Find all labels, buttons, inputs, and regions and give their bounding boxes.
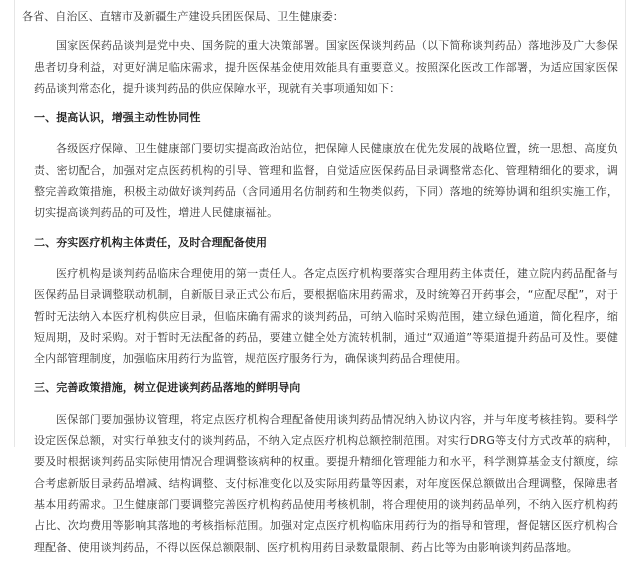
section-heading-1: 一、提高认识，增强主动性协同性 xyxy=(34,111,201,125)
salutation: 各省、自治区、直辖市及新疆生产建设兵团医保局、卫生健康委： xyxy=(22,10,344,23)
section-body-2: 医疗机构是谈判药品临床合理使用的第一责任人。各定点医疗机构要落实合理用药主体责任，建立院内药品配备与医保药品目录调整联动机制，自新版目录正式公布后，要根据临床用药需求，及时统筹召开药事会，“应配尽配”，对于暂时无法纳入本医疗机构供应目录，但临床确有需求的谈判药品，可纳入临时采购范围，建立绿色通道，简化程序，缩短周期，及时采购。对于暂时无法配备的药品，要建立健全处方流转机制，通过“双通道”等渠道提升药品可及性。要健全内部管理制度，加强临床用药行为监管，规范医疗服务行为，确保谈判药品合理使用。 xyxy=(34,266,618,366)
section-heading-3: 三、完善政策措施，树立促进谈判药品落地的鲜明导向 xyxy=(34,381,301,395)
section-heading-2: 二、夯实医疗机构主体责任，及时合理配备使用 xyxy=(34,235,268,249)
section-body-1: 各级医疗保障、卫生健康部门要切实提高政治站位，把保障人民健康放在优先发展的战略位置，统一思想、高度负责、密切配合，加强对定点医药机构的引导、管理和监督，自觉适应医保药品目录调整常态化、管理精细化的要求，调整完善政策措施，积极主动做好谈判药品（含同通用名仿制药和生物类似药，下同）落地的统筹协调和组织实施工作，切实提高谈判药品的可及性，增进人民健康福祉。 xyxy=(34,142,618,220)
section-body-3: 医保部门要加强协议管理，将定点医疗机构合理配备使用谈判药品情况纳入协议内容，并与年度考核挂钩。要科学设定医保总额，对实行单独支付的谈判药品，不纳入定点医疗机构总额控制范围。对实行DRG等支付方式改革的病种，要及时根据谈判药品实际使用情况合理调整该病种的权重。要提升精细化管理能力和水平，科学测算基金支付额度，综合考虑新版目录药品增减、结构调整、支付标准变化以及实际用药量等因素，对年度医保总额做出合理调整，保障患者基本用药需求。卫生健康部门要调整完善医疗机构药品使用考核机制，将合理使用的谈判药品单列，不纳入医疗机构药占比、次均费用等影响其落地的考核指标范围。加强对定点医疗机构临床用药行为的指导和管理，督促辖区医疗机构合理配备、使用谈判药品，不得以医保总额限制、医疗机构用药目录数量限制、药占比等为由影响谈判药品落地。 xyxy=(34,412,618,554)
document-body xyxy=(22,6,618,566)
intro-paragraph: 国家医保药品谈判是党中央、国务院的重大决策部署。国家医保谈判药品（以下简称谈判药品）落地涉及广大参保患者切身利益，对更好满足临床需求，提升医保基金使用效能具有重要意义。按照深化医改工作部署，为适应国家医保药品谈判常态化，提升谈判药品的供应保障水平，现就有关事项通知如下： xyxy=(34,39,618,95)
